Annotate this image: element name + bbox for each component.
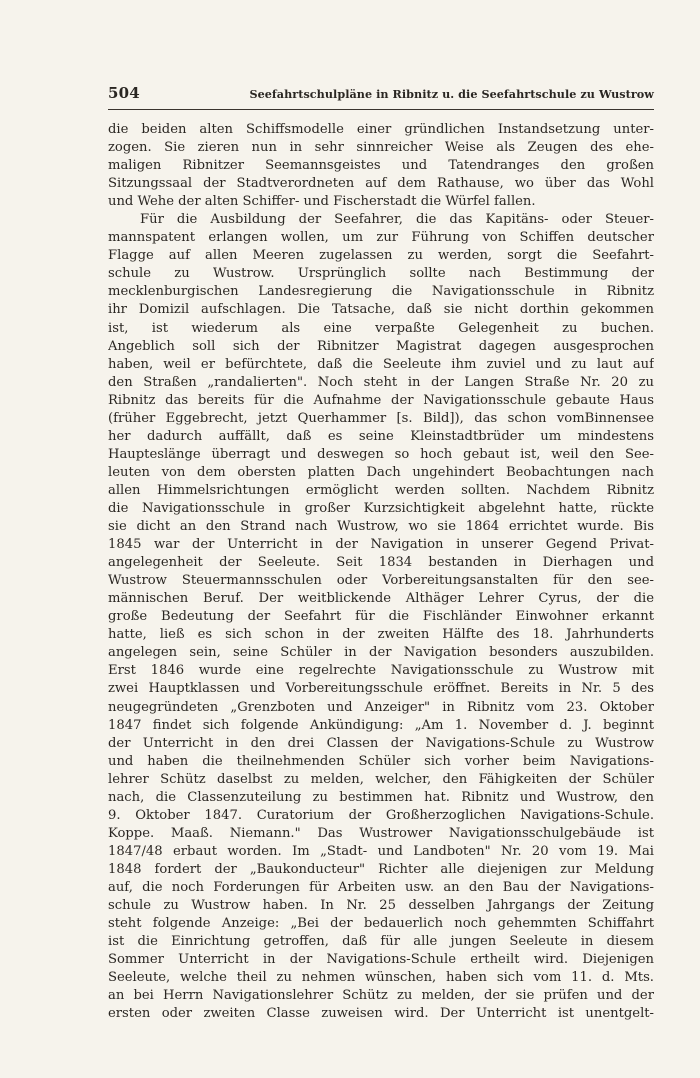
paragraph	[108, 211, 654, 1023]
text-line: mannspatent erlangen wollen, um zur Führung von Schiffen deutscher	[108, 230, 654, 246]
text-line: sie dicht an den Strand nach Wustrow, wo sie 1864 errichtet wurde. Bis	[108, 519, 654, 535]
text-line: neugegründeten „Grenzboten und Anzeiger" in Ribnitz vom 23. Oktober	[108, 699, 654, 715]
text-line: zogen. Sie zieren nun in sehr sinnreicher Weise als Zeugen des ehe-	[108, 140, 654, 156]
text-line: allen Himmelsrichtungen ermöglicht werden sollten. Nachdem Ribnitz	[108, 482, 654, 498]
text-line: männischen Beruf. Der weitblickende Althäger Lehrer Cyrus, der die	[108, 591, 654, 607]
text-line: zwei Hauptklassen und Vorbereitungsschule eröffnet. Bereits in Nr. 5 des	[108, 681, 654, 697]
text-line: Sitzungssaal der Stadtverordneten auf dem Rathause, wo über das Wohl	[108, 176, 654, 192]
text-line: mecklenburgischen Landesregierung die Navigationsschule in Ribnitz	[108, 284, 654, 300]
text-line: und haben die theilnehmenden Schüler sich vorher beim Navigations-	[108, 753, 654, 769]
text-line: Angeblich soll sich der Ribnitzer Magistrat dagegen ausgesprochen	[108, 338, 654, 354]
text-line: Flagge auf allen Meeren zugelassen zu werden, sorgt die Seefahrt-	[108, 248, 654, 264]
text-line: angelegen sein, seine Schüler in der Navigation besonders auszubilden.	[108, 645, 654, 661]
text-line: und Wehe der alten Schiffer- und Fischerstadt die Würfel fallen.	[108, 194, 536, 210]
text-line: auf, die noch Forderungen für Arbeiten usw. an den Bau der Navigations-	[108, 879, 654, 895]
text-line: her dadurch auffällt, daß es seine Kleinstadtbrüder um mindestens	[108, 428, 654, 444]
text-line: die Navigationsschule in großer Kurzsichtigkeit abgelehnt hatte, rückte	[108, 500, 654, 516]
page-header	[108, 84, 654, 110]
text-line: schule zu Wustrow haben. In Nr. 25 desselben Jahrgangs der Zeitung	[108, 898, 654, 914]
text-line: den Straßen „randalierten". Noch steht in der Langen Straße Nr. 20 zu	[108, 374, 654, 390]
text-line: Für die Ausbildung der Seefahrer, die das Kapitäns- oder Steuer-	[140, 212, 654, 228]
text-line: nach, die Classenzuteilung zu bestimmen hat. Ribnitz und Wustrow, den	[108, 789, 654, 805]
text-line: angelegenheit der Seeleute. Seit 1834 bestanden in Dierhagen und	[108, 555, 654, 571]
text-line: Sommer Unterricht in der Navigations-Schule ertheilt wird. Diejenigen	[108, 952, 654, 968]
text-line: leuten von dem obersten platten Dach ungehindert Beobachtungen nach	[108, 464, 654, 480]
text-line: steht folgende Anzeige: „Bei der bedauerlich noch gehemmten Schiffahrt	[108, 916, 654, 932]
text-line: schule zu Wustrow. Ursprünglich sollte nach Bestimmung der	[108, 266, 654, 282]
text-line: Koppe. Maaß. Niemann." Das Wustrower Navigationsschulgebäude ist	[108, 825, 654, 841]
page-number: 504	[108, 84, 140, 102]
text-line: hatte, ließ es sich schon in der zweiten Hälfte des 18. Jahrhunderts	[108, 627, 654, 643]
text-line: 1848 fordert der „Baukonducteur" Richter alle diejenigen zur Meldung	[108, 861, 654, 877]
text-line: große Bedeutung der Seefahrt für die Fischländer Einwohner erkannt	[108, 609, 654, 625]
text-line: 1847/48 erbaut worden. Im „Stadt- und Landboten" Nr. 20 vom 19. Mai	[108, 843, 654, 859]
text-line: Haupteslänge überragt und deswegen so hoch gebaut ist, weil den See-	[108, 446, 654, 462]
text-line: ersten oder zweiten Classe zuweisen wird. Der Unterricht ist unentgelt-	[108, 1006, 654, 1022]
text-line: Wustrow Steuermannsschulen oder Vorbereitungsanstalten für den see-	[108, 573, 654, 589]
paragraph	[108, 121, 654, 211]
text-line: Erst 1846 wurde eine regelrechte Navigationsschule zu Wustrow mit	[108, 663, 654, 679]
text-line: (früher Eggebrecht, jetzt Querhammer [s. Bild]), das schon vomBinnensee	[108, 410, 654, 426]
body-text	[108, 121, 654, 1023]
text-line: lehrer Schütz daselbst zu melden, welcher, den Fähigkeiten der Schüler	[108, 771, 654, 787]
text-line: Ribnitz das bereits für die Aufnahme der Navigationsschule gebaute Haus	[108, 392, 654, 408]
text-line: 1847 findet sich folgende Ankündigung: „Am 1. November d. J. beginnt	[108, 717, 654, 733]
text-line: an bei Herrn Navigationslehrer Schütz zu melden, der sie prüfen und der	[108, 988, 654, 1004]
text-line: ihr Domizil aufschlagen. Die Tatsache, daß sie nicht dorthin gekommen	[108, 302, 654, 318]
text-line: maligen Ribnitzer Seemannsgeistes und Tatendranges den großen	[108, 158, 654, 174]
text-line: 1845 war der Unterricht in der Navigation in unserer Gegend Privat-	[108, 537, 654, 553]
text-line: haben, weil er befürchtete, daß die Seeleute ihm zuviel und zu laut auf	[108, 356, 654, 372]
text-line: 9. Oktober 1847. Curatorium der Großherzoglichen Navigations-Schule.	[108, 807, 654, 823]
text-line: ist, ist wiederum als eine verpaßte Gelegenheit zu buchen.	[108, 320, 654, 336]
text-line: ist die Einrichtung getroffen, daß für alle jungen Seeleute in diesem	[108, 934, 654, 950]
text-line: Seeleute, welche theil zu nehmen wünschen, haben sich vom 11. d. Mts.	[108, 970, 654, 986]
running-title: Seefahrtschulpläne in Ribnitz u. die Seefahrtschule zu Wustrow	[249, 87, 654, 101]
text-line: der Unterricht in den drei Classen der Navigations-Schule zu Wustrow	[108, 735, 654, 751]
text-line: die beiden alten Schiffsmodelle einer gründlichen Instandsetzung unter-	[108, 122, 654, 137]
